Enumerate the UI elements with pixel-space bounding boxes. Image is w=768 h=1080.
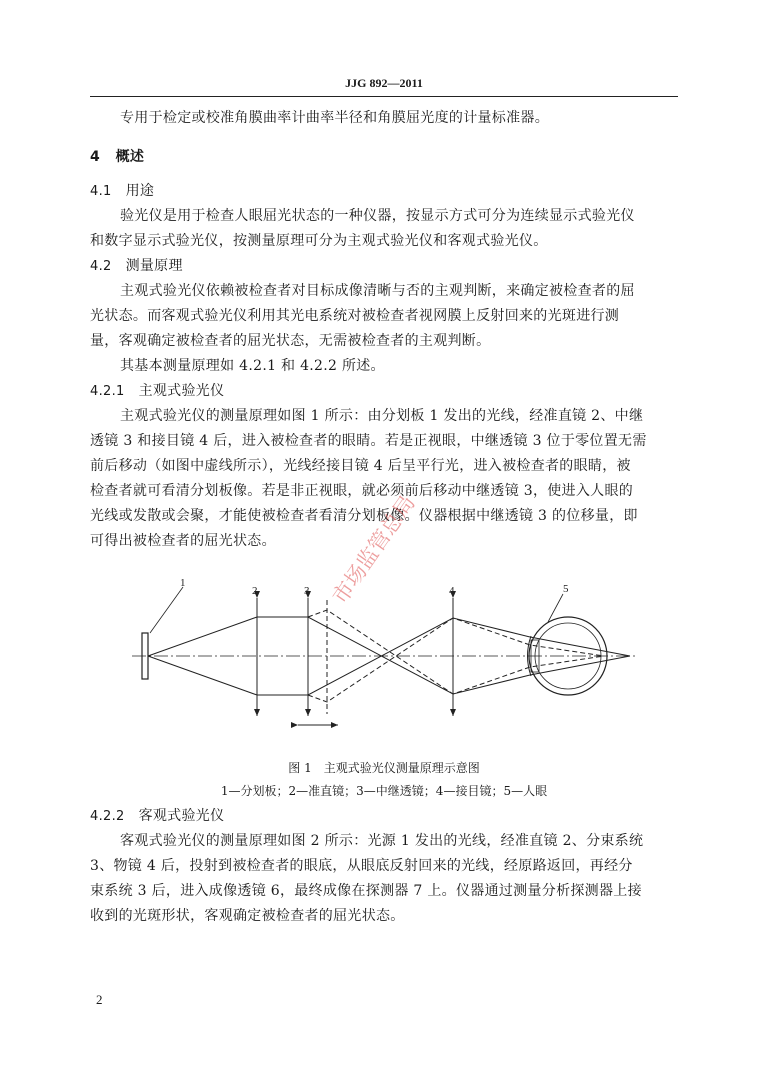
section-4-1-heading [90, 179, 678, 204]
section-4-2-line-1: 主观式验光仪依赖被检查者对目标成像清晰与否的主观判断，来确定被检查者的屈 [120, 283, 635, 299]
figure-1-diagram [0, 570, 768, 740]
section-4-2-2-line-1: 客观式验光仪的测量原理如图 2 所示：光源 1 发出的光线，经准直镜 2、分束系统 [120, 833, 644, 849]
watermark-text: 市场监管总局 [327, 491, 420, 609]
figure-1-caption: 图 1 主观式验光仪测量原理示意图 [288, 761, 480, 775]
section-4-2-1-line-1: 主观式验光仪的测量原理如图 1 所示：由分划板 1 发出的光线，经准直镜 2、中继 [120, 408, 644, 424]
section-4-2-2-title: 客观式验光仪 [138, 808, 225, 824]
section-4-2-heading [90, 254, 678, 279]
page-number: 2 [96, 992, 103, 1007]
section-4-2-line-2: 光状态。而客观式验光仪利用其光电系统对被检查者视网膜上反射回来的光斑进行测 [90, 308, 620, 324]
ray-upper-dashed [308, 610, 604, 694]
section-4-1-number: 4.1 [90, 184, 112, 199]
ray-upper [148, 617, 630, 694]
section-4-2-1-line-6: 可得出被检查者的屈光状态。 [90, 533, 276, 549]
figure-label-5: 5 [563, 583, 569, 595]
section-4-2-1-heading [90, 379, 678, 404]
section-4-2-number: 4.2 [90, 259, 112, 274]
figure-label-2: 2 [252, 585, 258, 597]
section-4-2-line-3: 量，客观确定被检查者的屈光状态，无需被检查者的主观判断。 [90, 333, 491, 349]
section-4-2-line-4: 其基本测量原理如 4.2.1 和 4.2.2 所述。 [120, 358, 385, 374]
section-4-2-2-line-4: 收到的光斑形状，客观确定被检查者的屈光状态。 [90, 908, 405, 924]
ray-lower-dashed [308, 618, 604, 702]
running-header: JJG 892—2011 [345, 76, 423, 90]
section-4-2-1-number: 4.2.1 [90, 384, 125, 399]
section-4-1-title: 用途 [125, 183, 155, 199]
section-4-2-1-line-2: 透镜 3 和接目镜 4 后，进入被检查者的眼睛。若是正视眼，中继透镜 3 位于零位置无需 [90, 433, 647, 449]
section-4-2-title: 测量原理 [125, 258, 183, 274]
figure-label-3: 3 [304, 585, 310, 597]
section-4-heading [90, 145, 678, 170]
figure-label-4: 4 [449, 585, 455, 597]
section-4-2-2-line-2: 3、物镜 4 后，投射到被检查者的眼底，从眼底反射回来的光线，经原路返回，再经分 [90, 858, 633, 874]
label-1-leader [150, 587, 183, 633]
section-4-2-1-line-5: 光线或发散或会聚，才能使被检查者看清分划板像。仪器根据中继透镜 3 的位移量，即 [90, 508, 638, 524]
header-rule [90, 96, 678, 97]
section-4-1-line-2: 和数字显示式验光仪，按测量原理可分为主观式验光仪和客观式验光仪。 [90, 233, 548, 249]
ray-lower [148, 618, 630, 695]
section-4-2-2-line-3: 束系统 3 后，进入成像透镜 6，最终成像在探测器 7 上。仪器通过测量分析探测器上接 [90, 883, 642, 899]
section-4-number: 4 [90, 149, 101, 165]
figure-label-1: 1 [180, 577, 186, 589]
intro-line: 专用于检定或校准角膜曲率计曲率半径和角膜屈光度的计量标准器。 [120, 110, 549, 126]
section-4-2-1-line-4: 检查者就可看清分划板像。若是非正视眼，就必须前后移动中继透镜 3，使进入人眼的 [90, 483, 634, 499]
section-4-2-1-line-3: 前后移动（如图中虚线所示），光线经接目镜 4 后呈平行光，进入被检查者的眼睛，被 [90, 458, 631, 474]
section-4-2-1-title: 主观式验光仪 [138, 383, 225, 399]
section-4-1-line-1: 验光仪是用于检查人眼屈光状态的一种仪器，按显示方式可分为连续显示式验光仪 [120, 208, 635, 224]
figure-1-legend: 1—分划板；2—准直镜；3—中继透镜；4—接目镜；5—人眼 [220, 784, 548, 798]
section-4-2-2-heading [90, 804, 678, 829]
section-4-title: 概述 [115, 149, 145, 165]
section-4-2-2-number: 4.2.2 [90, 809, 125, 824]
